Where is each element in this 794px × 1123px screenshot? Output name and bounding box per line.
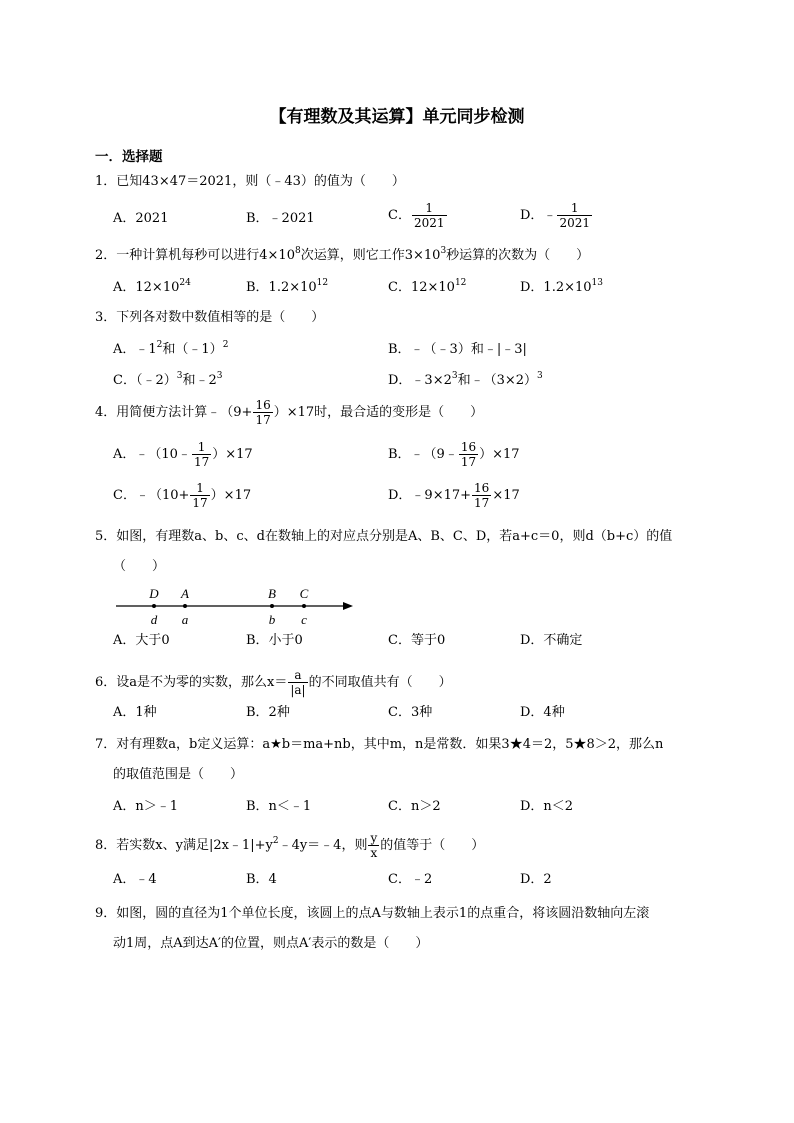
point-a-dot (183, 604, 187, 608)
q3-a-exp2: 2 (222, 340, 229, 350)
q7-option-a: A．n＞﹣1 (113, 799, 179, 814)
q2-stem-pre: 2．一种计算机每秒可以进行4×10 (95, 248, 295, 263)
q2-option-d (520, 278, 603, 298)
q4-stem (95, 398, 483, 427)
q4-denominator: 17 (255, 413, 271, 427)
label-lower-d: d (150, 612, 158, 627)
q2-a-exp: 24 (179, 278, 191, 288)
q4-a-post: ）×17 (212, 447, 253, 462)
q8-fraction (368, 831, 379, 860)
q2-a-text: A．12×10 (113, 280, 180, 295)
q4-option-c (113, 481, 251, 510)
q2-exp1: 8 (294, 246, 301, 256)
label-upper-c: C (299, 586, 309, 601)
q8-denominator: x (370, 846, 378, 860)
q6-numerator: a (288, 668, 307, 683)
q3-c-exp1: 3 (176, 371, 183, 381)
q1-d-denominator: 2021 (559, 216, 590, 230)
point-d-dot (152, 604, 156, 608)
q3-a-exp1: 2 (156, 340, 163, 350)
q2-exp2: 3 (440, 246, 447, 256)
q2-option-c (388, 278, 466, 298)
q1-option-a: A．2021 (113, 211, 169, 226)
q8-option-c: C．﹣2 (388, 872, 433, 887)
q7-option-b: B．n＜﹣1 (246, 799, 312, 814)
q1-option-b: B．﹣2021 (246, 211, 315, 226)
q4-numerator: 16 (255, 398, 271, 412)
q6-stem-pre: 6．设a是不为零的实数，那么x＝ (95, 675, 288, 690)
label-lower-c: c (301, 612, 307, 627)
q6-option-a: A．1种 (113, 705, 157, 720)
q3-d-exp1: 3 (451, 371, 458, 381)
q6-option-b: B．2种 (246, 705, 290, 720)
q2-option-b (246, 278, 328, 298)
section-heading: 一．选择题 (95, 149, 163, 165)
q4-option-b (388, 440, 520, 469)
q2-stem-post: 秒运算的次数为（ ） (446, 248, 590, 263)
q4-option-a (113, 440, 253, 469)
q5-option-d: D．不确定 (520, 633, 583, 648)
q9-stem: 9．如图，圆的直径为1个单位长度，该圆上的点A与数轴上表示1的点重合，将该圆沿数轴向左滚 (95, 906, 650, 921)
label-upper-d: D (149, 586, 159, 601)
label-upper-a: A (181, 586, 189, 601)
q1-option-d (520, 201, 593, 230)
q7-option-d: D．n＜2 (520, 799, 574, 814)
q7-stem: 7．对有理数a，b定义运算：a★b＝ma+nb，其中m，n是常数．如果3★4＝2，5★8＞2，那么n (95, 737, 664, 752)
q3-c-part1: C．（﹣2） (113, 373, 177, 388)
q8-stem-mid: ﹣4y＝﹣4，则 (278, 838, 368, 853)
q4-a-denominator: 17 (193, 455, 210, 469)
q1-stem: 1．已知43×47＝2021，则（﹣43）的值为（ ） (95, 174, 405, 189)
q6-denominator: |a| (290, 683, 306, 697)
q1-c-numerator: 1 (412, 201, 447, 216)
q2-stem (95, 246, 589, 266)
q1-option-c (388, 201, 448, 230)
q8-stem-post: 的值等于（ ） (380, 838, 485, 853)
q4-a-numerator: 1 (192, 440, 211, 455)
q4-b-fraction (459, 440, 478, 469)
q4-stem-post: ）×17时，最合适的变形是（ ） (273, 405, 484, 420)
q5-number-line (113, 584, 363, 628)
q6-option-d: D．4种 (520, 705, 565, 720)
q6-option-c: C．3种 (388, 705, 433, 720)
q8-exp: 2 (272, 836, 279, 846)
q4-d-fraction (472, 481, 491, 510)
q4-d-pre: D．﹣9×17+ (388, 488, 472, 503)
q5-option-a: A．大于0 (113, 633, 170, 648)
q3-a-part2: 和（﹣1） (162, 342, 223, 357)
q6-stem-post: 的不同取值共有（ ） (308, 675, 452, 690)
number-line-arrow (343, 602, 353, 610)
q8-option-a: A．﹣4 (113, 872, 157, 887)
q7-option-c: C．n＞2 (388, 799, 441, 814)
q3-c-exp2: 3 (216, 371, 223, 381)
q3-option-b: B．﹣（﹣3）和﹣|﹣3| (388, 342, 527, 357)
q5-stem-cont: （ ） (113, 559, 166, 574)
label-lower-b: b (268, 612, 276, 627)
q4-option-d (388, 481, 520, 510)
q8-stem-pre: 8．若实数x、y满足|2x﹣1|+y (95, 838, 273, 853)
q1-option-c-label: C． (388, 208, 411, 223)
q4-stem-pre: 4．用简便方法计算﹣（9+ (95, 405, 253, 420)
q5-option-c: C．等于0 (388, 633, 446, 648)
q2-d-exp: 13 (591, 278, 603, 288)
q7-stem-cont: 的取值范围是（ ） (113, 767, 244, 782)
q3-d-part2: 和﹣（3×2） (457, 373, 538, 388)
q4-stem-fraction (253, 398, 272, 427)
q8-stem (95, 831, 484, 860)
q1-option-d-fraction (557, 201, 592, 230)
q3-option-d (388, 371, 543, 391)
q4-b-numerator: 16 (460, 440, 477, 454)
point-c-dot (302, 604, 306, 608)
q8-numerator: y (370, 831, 378, 845)
q8-option-b: B．4 (246, 872, 277, 887)
q3-stem: 3．下列各对数中数值相等的是（ ） (95, 310, 325, 325)
q2-option-a (113, 278, 191, 298)
q2-b-exp: 12 (316, 278, 329, 288)
q1-option-c-fraction (412, 201, 447, 230)
q3-d-exp2: 3 (537, 371, 543, 381)
q1-option-d-label: D．﹣ (520, 208, 557, 223)
label-lower-a: a (181, 612, 189, 627)
q4-c-denominator: 17 (192, 496, 208, 510)
q4-a-fraction (192, 440, 211, 469)
q3-a-part1: A．﹣1 (113, 342, 157, 357)
q3-c-part2: 和﹣2 (182, 373, 217, 388)
q4-c-numerator: 1 (190, 481, 209, 496)
q2-c-text: C．12×10 (388, 280, 455, 295)
q2-d-text: D．1.2×10 (520, 280, 592, 295)
q4-d-post: ×17 (492, 488, 520, 503)
q2-c-exp: 12 (454, 278, 467, 288)
q3-option-a (113, 340, 228, 360)
q2-stem-mid: 次运算，则它工作3×10 (300, 248, 441, 263)
q8-option-d: D．2 (520, 872, 552, 887)
q3-option-c (113, 371, 222, 391)
q1-c-denominator: 2021 (413, 216, 445, 230)
q9-stem-cont: 动1周，点A到达A′的位置，则点A′表示的数是（ ） (113, 936, 429, 951)
q3-d-part1: D．﹣3×2 (388, 373, 452, 388)
page-title: 【有理数及其运算】单元同步检测 (269, 107, 525, 127)
q4-d-denominator: 17 (474, 496, 490, 510)
q6-fraction (288, 668, 307, 697)
q4-b-post: ）×17 (479, 447, 520, 462)
q4-b-denominator: 17 (460, 455, 477, 469)
q4-b-pre: B．﹣（9﹣ (388, 447, 458, 462)
q5-stem: 5．如图，有理数a、b、c、d在数轴上的对应点分别是A、B、C、D，若a+c＝0，则d（b+c）的值 (95, 529, 673, 544)
q4-d-numerator: 16 (474, 481, 490, 495)
q4-c-fraction (190, 481, 209, 510)
label-upper-b: B (268, 586, 276, 601)
q1-d-numerator: 1 (557, 201, 592, 216)
q2-b-text: B．1.2×10 (246, 280, 317, 295)
q4-a-pre: A．﹣（10﹣ (113, 447, 191, 462)
q4-c-post: ）×17 (210, 488, 252, 503)
q5-option-b: B．小于0 (246, 633, 303, 648)
q6-stem (95, 668, 452, 697)
q4-c-pre: C．﹣（10+ (113, 488, 190, 503)
point-b-dot (270, 604, 274, 608)
